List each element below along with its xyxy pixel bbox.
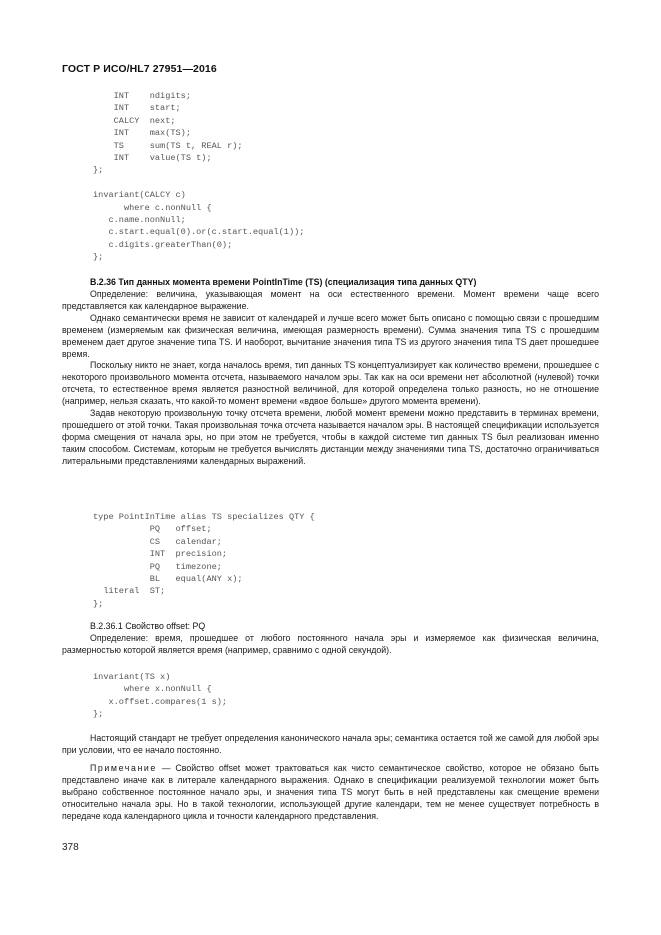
section-heading: B.2.36 Тип данных момента времени PointInTime (TS) (специализация типа данных QTY) — [90, 277, 477, 287]
paragraph-offset-form: Задав некоторую произвольную точку отсчета времени, любой момент времени можно представить в терминах времени, прошедшего от этой точки. Такая произвольная точка отсчета называется началом эры. В настоящей спецификации используется форма смещения от начала эры, но при этом не требуется, чтобы в каждой системе тип данных TS был реализован именно таким способом. Системам, которым не требуется вычислять дистанции между значениями типа TS, достаточно ограничиваться литеральными представлениями календарных выражений. — [62, 408, 599, 466]
page-number: 378 — [62, 842, 79, 853]
note-label: Примечание — [90, 763, 157, 773]
note-text: — Свойство offset может трактоваться как чисто семантическое свойство, которое не обязано быть представлено иначе как в литерале календарного выражения. Однако в спецификации реализуемой технологии может быть выбрано собственное постоянное начало эры, и значения типа TS могут быть в ней представлены как смещение времени относительно начала эры. Но в такой технологии, использующей другие календари, тем не менее существует потребность в передаче кода календарного цикла и точности календарного представления. — [62, 763, 599, 821]
paragraph-offset-definition: Определение: время, прошедшее от любого постоянного начала эры и измеряемое как физическая величина, размерностью которой является время (например, сравнимо с одной секундой). — [62, 633, 599, 655]
paragraph-definition: Определение: величина, указывающая момент на оси естественного времени. Момент времени чаще всего представляется как календарное выражение. — [62, 289, 599, 311]
note-paragraph — [62, 763, 599, 823]
code-block-pointintime: type PointInTime alias TS specializes QTY { PQ offset; CS calendar; INT precision; PQ timezone; BL equal(ANY x); literal ST; }; — [93, 512, 315, 609]
paragraph-semantics: Однако семантически время не зависит от календарей и лучше всего может быть описано с помощью связи с прошедшим временем (измеряемым как физическая величина, имеющая размерность времени). Сумма значения типа TS с прошедшим временем дает другое значение типа TS. И наоборот, вычитание значения типа TS из другого значения типа TS дает прошедшее время. — [62, 312, 599, 359]
code-block-invariant-ts: invariant(TS x) where x.nonNull { x.offset.compares(1 s); }; — [93, 672, 228, 720]
offset-definition-block — [62, 633, 599, 657]
paragraph-epoch: Поскольку никто не знает, когда началось время, тип данных TS концептуализирует как количество времени, прошедшее с некоторого произвольного момента отсчета, называемого началом эры. Так как на оси времени нет абсолютной (нулевой) точки отсчета, то естественное время является разностной величиной, для которой определена только разность, но не отношение (например, нельзя сказать, что какой-то момент времени «вдвое больше» другого момента времени). — [62, 360, 599, 407]
code-block-calcy: INT ndigits; INT start; CALCY next; INT max(TS); TS sum(TS t, REAL r); INT value(TS t); }; invariant(CALCY c) where c.nonNull { c.name.nonNull; c.start.equal(0).or(c.start.equal(1)); c.digits.greaterThan(0); }; — [93, 91, 305, 263]
paragraph-standard: Настоящий стандарт не требует определения канонического начала эры; семантика остается той же самой для любой эры при условии, что ее начало постоянно. — [62, 733, 599, 755]
subsection-heading: B.2.36.1 Свойство offset: PQ — [90, 621, 206, 631]
standard-statement-block — [62, 733, 599, 757]
section-body — [62, 289, 599, 468]
note-block — [62, 763, 599, 823]
document-header: ГОСТ Р ИСО/HL7 27951—2016 — [62, 63, 217, 75]
